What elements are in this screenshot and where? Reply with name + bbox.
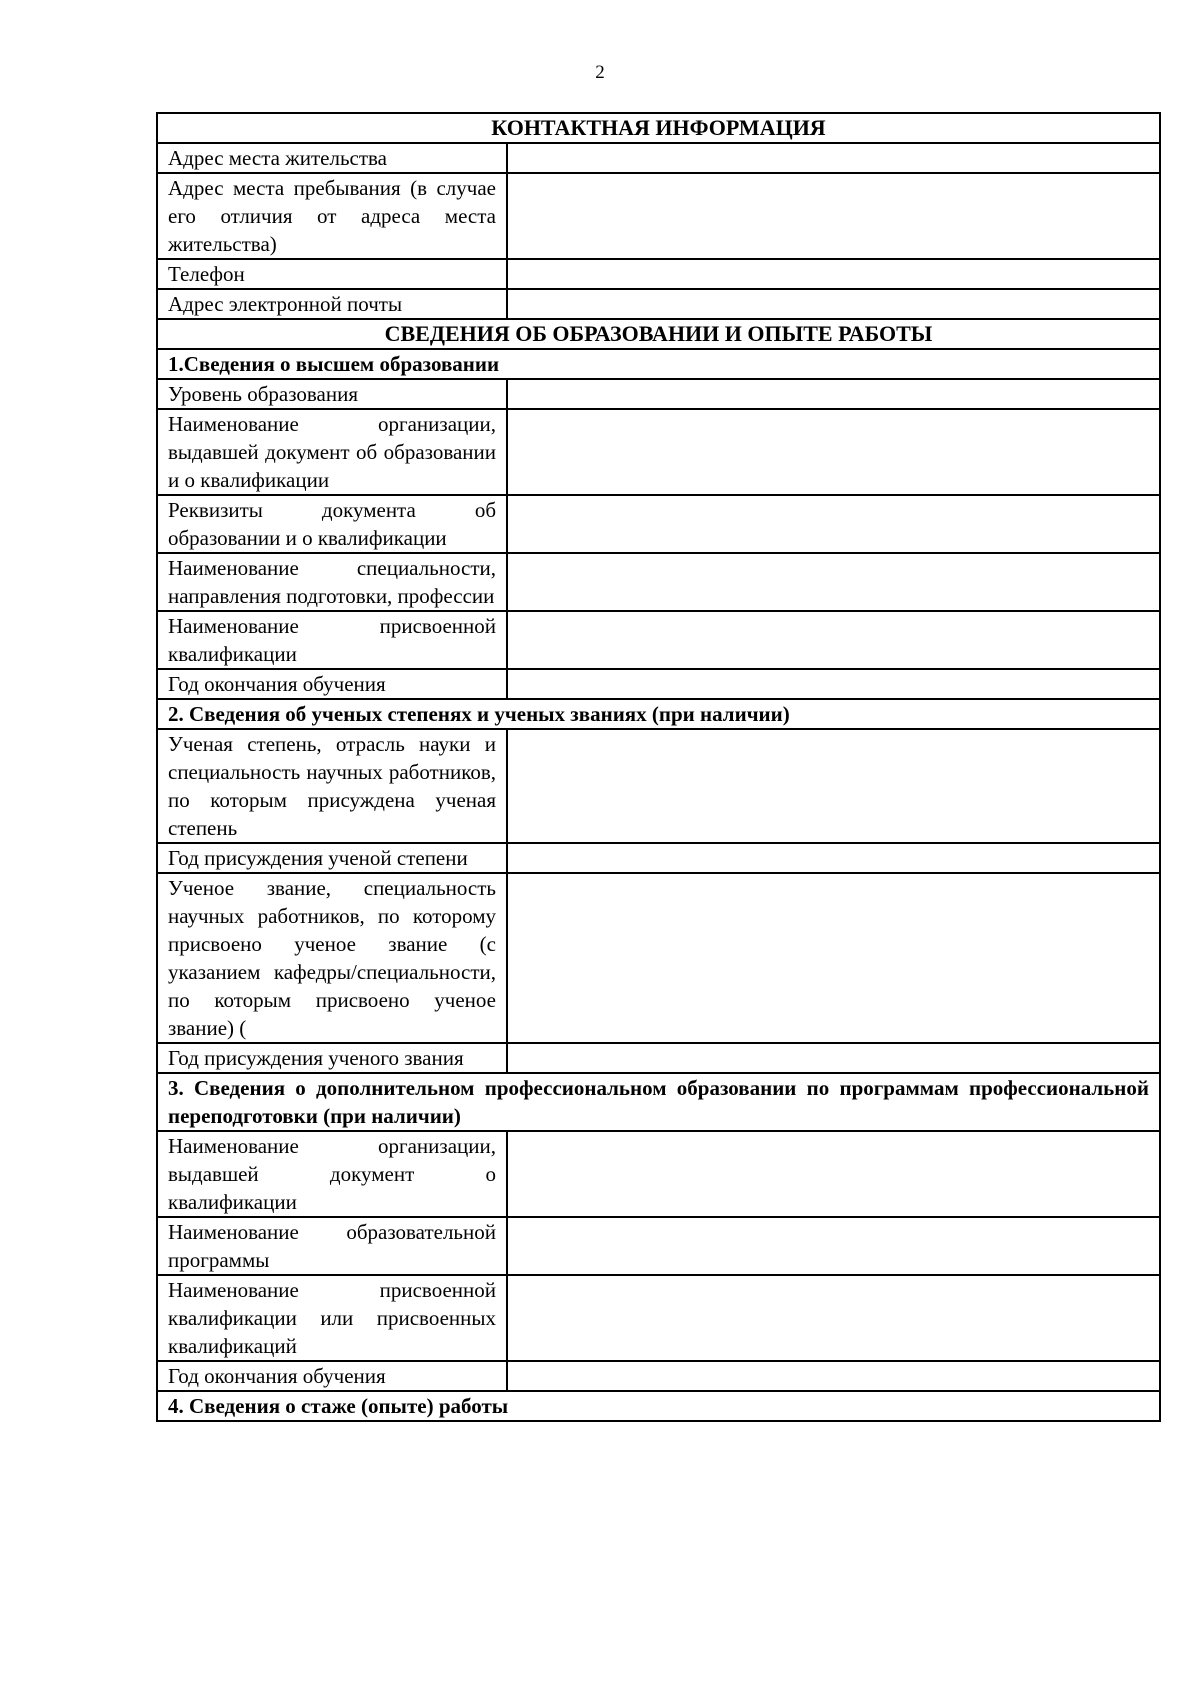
page-number: 2 xyxy=(595,62,605,83)
degrees-heading-row xyxy=(157,699,1160,729)
form-row-program-name xyxy=(157,1217,1160,1275)
education-level-field[interactable] xyxy=(507,379,1160,409)
form-row-document-details xyxy=(157,495,1160,553)
graduation-year-label: Год окончания обучения xyxy=(157,669,507,699)
education-level-label: Уровень образования xyxy=(157,379,507,409)
phone-field[interactable] xyxy=(507,259,1160,289)
education-section-header-row xyxy=(157,319,1160,349)
form-row-issuing-organization xyxy=(157,409,1160,495)
issuing-organization-field[interactable] xyxy=(507,409,1160,495)
form-row-additional-qualification xyxy=(157,1275,1160,1361)
degrees-heading: 2. Сведения об ученых степенях и ученых званиях (при наличии) xyxy=(157,699,1160,729)
document-details-field[interactable] xyxy=(507,495,1160,553)
program-name-label: Наименование образовательной программы xyxy=(157,1217,507,1275)
contact-section-title: КОНТАКТНАЯ ИНФОРМАЦИЯ xyxy=(157,113,1160,143)
graduation-year-field[interactable] xyxy=(507,669,1160,699)
form-row-education-level xyxy=(157,379,1160,409)
form-row-stay-address xyxy=(157,173,1160,259)
document-details-label: Реквизиты документа об образовании и о квалификации xyxy=(157,495,507,553)
application-form-table xyxy=(156,112,1161,1422)
academic-title-label: Ученое звание, специальность научных работников, по которому присвоено ученое звание (с указанием кафедры/специальности, по которым присвоено ученое звание) ( xyxy=(157,873,507,1043)
additional-qualification-field[interactable] xyxy=(507,1275,1160,1361)
specialty-label: Наименование специальности, направления подготовки, профессии xyxy=(157,553,507,611)
residence-address-field[interactable] xyxy=(507,143,1160,173)
program-name-field[interactable] xyxy=(507,1217,1160,1275)
additional-graduation-year-field[interactable] xyxy=(507,1361,1160,1391)
title-year-field[interactable] xyxy=(507,1043,1160,1073)
form-row-academic-degree xyxy=(157,729,1160,843)
phone-label: Телефон xyxy=(157,259,507,289)
academic-degree-label: Ученая степень, отрасль науки и специальность научных работников, по которым присуждена ученая степень xyxy=(157,729,507,843)
additional-education-heading: 3. Сведения о дополнительном профессиональном образовании по программам профессиональной переподготовки (при наличии) xyxy=(157,1073,1160,1131)
residence-address-label: Адрес места жительства xyxy=(157,143,507,173)
form-row-residence-address xyxy=(157,143,1160,173)
email-field[interactable] xyxy=(507,289,1160,319)
qualification-label: Наименование присвоенной квалификации xyxy=(157,611,507,669)
stay-address-label: Адрес места пребывания (в случае его отличия от адреса места жительства) xyxy=(157,173,507,259)
academic-title-field[interactable] xyxy=(507,873,1160,1043)
additional-education-heading-row xyxy=(157,1073,1160,1131)
form-row-academic-title xyxy=(157,873,1160,1043)
degree-year-label: Год присуждения ученой степени xyxy=(157,843,507,873)
additional-graduation-year-label: Год окончания обучения xyxy=(157,1361,507,1391)
stay-address-field[interactable] xyxy=(507,173,1160,259)
additional-organization-field[interactable] xyxy=(507,1131,1160,1217)
title-year-label: Год присуждения ученого звания xyxy=(157,1043,507,1073)
higher-education-heading: 1.Сведения о высшем образовании xyxy=(157,349,1160,379)
form-row-graduation-year xyxy=(157,669,1160,699)
email-label: Адрес электронной почты xyxy=(157,289,507,319)
form-row-email xyxy=(157,289,1160,319)
experience-heading: 4. Сведения о стаже (опыте) работы xyxy=(157,1391,1160,1421)
form-row-additional-graduation-year xyxy=(157,1361,1160,1391)
form-row-qualification xyxy=(157,611,1160,669)
qualification-field[interactable] xyxy=(507,611,1160,669)
issuing-organization-label: Наименование организации, выдавшей документ об образовании и о квалификации xyxy=(157,409,507,495)
form-row-title-year xyxy=(157,1043,1160,1073)
form-row-additional-organization xyxy=(157,1131,1160,1217)
degree-year-field[interactable] xyxy=(507,843,1160,873)
specialty-field[interactable] xyxy=(507,553,1160,611)
form-row-phone xyxy=(157,259,1160,289)
form-row-degree-year xyxy=(157,843,1160,873)
academic-degree-field[interactable] xyxy=(507,729,1160,843)
education-section-title: СВЕДЕНИЯ ОБ ОБРАЗОВАНИИ И ОПЫТЕ РАБОТЫ xyxy=(157,319,1160,349)
higher-education-heading-row xyxy=(157,349,1160,379)
contact-section-header-row xyxy=(157,113,1160,143)
additional-qualification-label: Наименование присвоенной квалификации или присвоенных квалификаций xyxy=(157,1275,507,1361)
additional-organization-label: Наименование организации, выдавшей документ о квалификации xyxy=(157,1131,507,1217)
form-row-specialty xyxy=(157,553,1160,611)
experience-heading-row xyxy=(157,1391,1160,1421)
